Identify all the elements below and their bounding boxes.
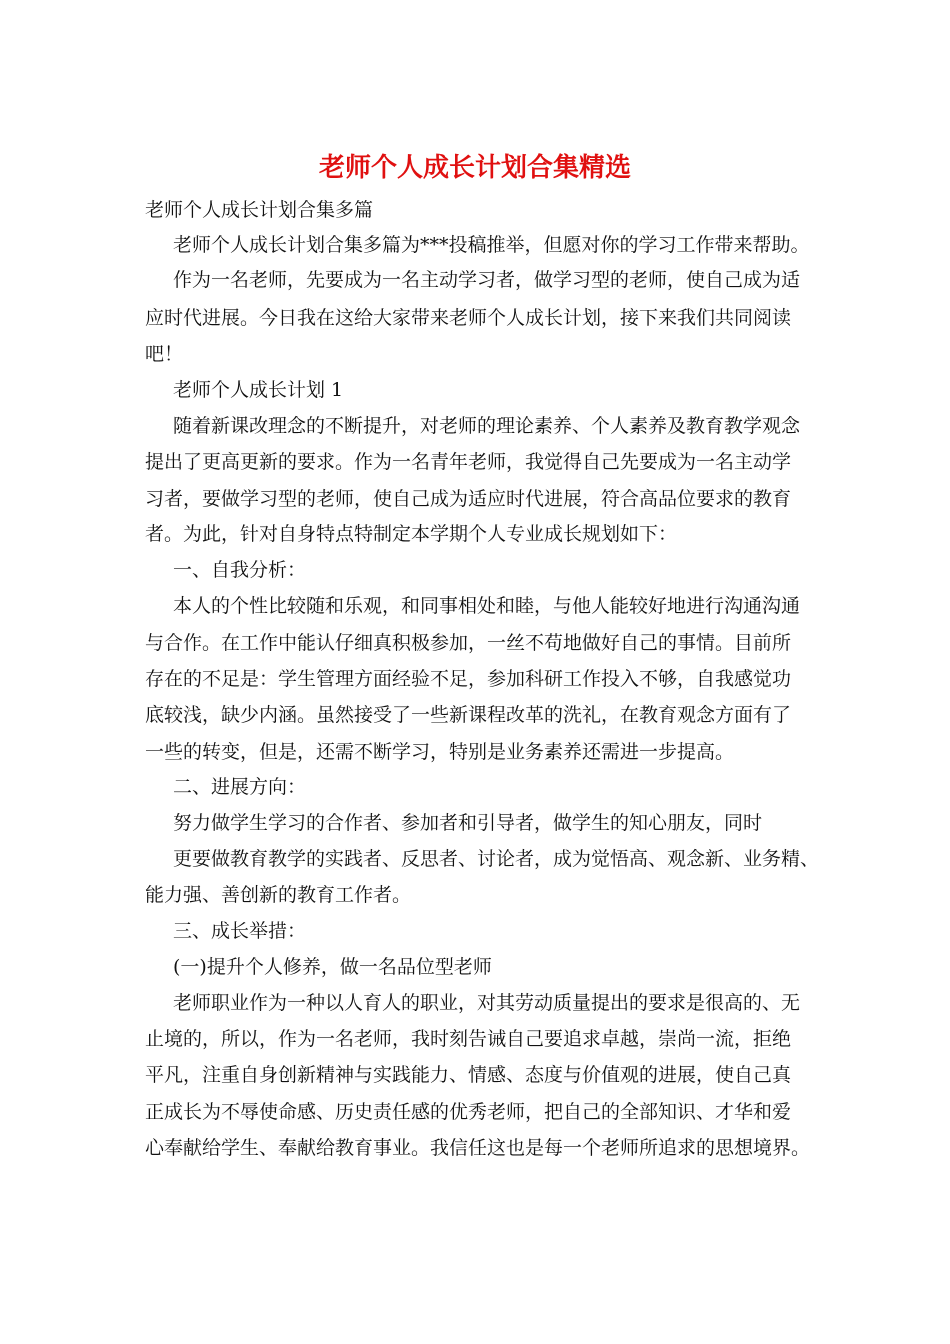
paragraph-line: 提出了更高更新的要求。作为一名青年老师，我觉得自己先要成为一名主动学 xyxy=(145,451,792,473)
paragraph-line: 随着新课改理念的不断提升，对老师的理论素养、个人素养及教育教学观念 xyxy=(173,415,801,437)
paragraph-line: 习者，要做学习型的老师，使自己成为适应时代进展，符合高品位要求的教育 xyxy=(145,488,792,510)
section-heading: 二、进展方向： xyxy=(173,776,307,798)
paragraph-line: 存在的不足是：学生管理方面经验不足，参加科研工作投入不够，自我感觉功 xyxy=(145,668,792,690)
paragraph-line: 努力做学生学习的合作者、参加者和引导者，做学生的知心朋友，同时 xyxy=(173,812,763,834)
subsection-heading: (一)提升个人修养，做一名品位型老师 xyxy=(173,956,492,978)
paragraph-line: 平凡，注重自身创新精神与实践能力、情感、态度与价值观的进展，使自己真 xyxy=(145,1064,792,1086)
section-heading: 三、成长举措： xyxy=(173,920,307,942)
paragraph-line: 一些的转变，但是，还需不断学习，特别是业务素养还需进一步提高。 xyxy=(145,741,735,763)
paragraph-line: 作为一名老师，先要成为一名主动学习者，做学习型的老师，使自己成为适 xyxy=(173,269,801,291)
paragraph-line: 老师个人成长计划合集多篇为***投稿推举，但愿对你的学习工作带来帮助。 xyxy=(173,234,810,256)
document-title: 老师个人成长计划合集精选 xyxy=(318,153,631,183)
paragraph-line: 止境的，所以，作为一名老师，我时刻告诫自己要追求卓越，崇尚一流，拒绝 xyxy=(145,1028,792,1050)
subtitle-line: 老师个人成长计划合集多篇 xyxy=(145,199,374,221)
paragraph-line: 心奉献给学生、奉献给教育事业。我信任这也是每一个老师所追求的思想境界。 xyxy=(145,1137,811,1159)
paragraph-line: 底较浅，缺少内涵。虽然接受了一些新课程改革的洗礼，在教育观念方面有了 xyxy=(145,704,792,726)
paragraph-line: 更要做教育教学的实践者、反思者、讨论者，成为觉悟高、观念新、业务精、 xyxy=(173,848,820,870)
section-heading: 老师个人成长计划 1 xyxy=(173,379,344,401)
section-heading: 一、自我分析： xyxy=(173,559,307,581)
paragraph-line: 能力强、善创新的教育工作者。 xyxy=(145,884,412,906)
paragraph-line: 者。为此，针对自身特点特制定本学期个人专业成长规划如下： xyxy=(145,523,678,545)
paragraph-line: 本人的个性比较随和乐观，和同事相处和睦，与他人能较好地进行沟通沟通 xyxy=(173,595,801,617)
paragraph-line: 吧！ xyxy=(145,343,184,365)
paragraph-line: 老师职业作为一种以人育人的职业，对其劳动质量提出的要求是很高的、无 xyxy=(173,992,801,1014)
paragraph-line: 正成长为不辱使命感、历史责任感的优秀老师，把自己的全部知识、才华和爱 xyxy=(145,1101,792,1123)
paragraph-line: 应时代进展。今日我在这给大家带来老师个人成长计划，接下来我们共同阅读 xyxy=(145,307,792,329)
paragraph-line: 与合作。在工作中能认仔细真积极参加，一丝不苟地做好自己的事情。目前所 xyxy=(145,632,792,654)
